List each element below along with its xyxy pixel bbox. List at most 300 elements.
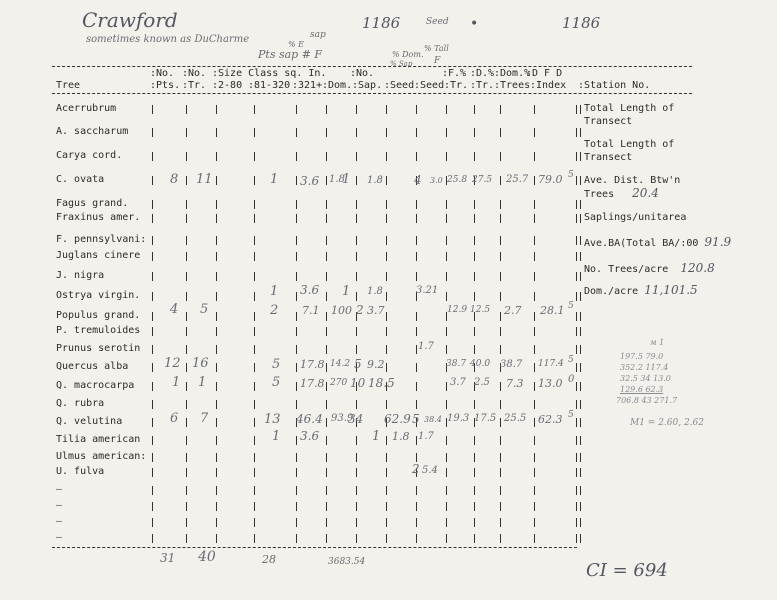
column-tick (580, 128, 581, 137)
column-tick (386, 128, 387, 137)
column-tick (576, 176, 577, 185)
species-name: P. tremuloides (56, 325, 141, 336)
column-tick (152, 400, 153, 409)
total-tr: 40 (198, 549, 216, 565)
column-tick (474, 105, 475, 114)
column-tick (446, 327, 447, 336)
column-tick (576, 272, 577, 281)
column-tick (356, 152, 357, 161)
column-tick (534, 518, 535, 527)
column-tick (254, 200, 255, 209)
column-tick (356, 436, 357, 445)
cell-q-velutina-dom: 34 (348, 412, 364, 426)
cell-c-ovata-dom: 1 (342, 172, 351, 187)
column-tick (152, 436, 153, 445)
sap-note: sap (310, 30, 326, 40)
cell-q-macrocarpa-dtr: 2.5 (474, 377, 490, 388)
column-tick (416, 252, 417, 261)
column-tick (576, 214, 577, 223)
column-tick (500, 128, 501, 137)
column-tick (416, 214, 417, 223)
column-tick (296, 534, 297, 543)
column-tick (356, 345, 357, 354)
column-tick (534, 312, 535, 321)
cell-c-ovata-dom-trees: 25.7 (506, 174, 529, 185)
header-pts: :Pts. (150, 80, 181, 91)
column-tick (296, 345, 297, 354)
column-tick (416, 200, 417, 209)
cell-q-velutina-index: 62.3 (538, 413, 563, 426)
column-tick (326, 105, 327, 114)
species-name: Carya cord. (56, 150, 123, 161)
cell-q-macrocarpa-321: 270 (330, 378, 348, 388)
cell-tilia-seed: 1.7 (418, 431, 434, 442)
column-tick (296, 105, 297, 114)
column-tick (446, 345, 447, 354)
column-tick (254, 518, 255, 527)
header-rule-bottom (52, 93, 692, 94)
cell-populus-index: 28.1 (540, 304, 565, 317)
column-tick (296, 363, 297, 372)
column-tick (216, 468, 217, 477)
species-name: Ostrya virgin. (56, 290, 141, 301)
column-tick (326, 152, 327, 161)
column-tick (152, 312, 153, 321)
column-tick (386, 105, 387, 114)
no-trees-value: 120.8 (680, 261, 715, 275)
column-tick (216, 105, 217, 114)
column-tick (474, 502, 475, 511)
column-tick (152, 214, 153, 223)
calc-result: M1 = 2.60, 2.62 (630, 418, 705, 428)
cell-populus-tr: 5 (200, 302, 209, 317)
column-tick (186, 236, 187, 245)
cell-c-ovata-ftr: 25.8 (447, 175, 468, 185)
column-tick (326, 400, 327, 409)
cell-ostrya-2-80: 1 (270, 284, 279, 299)
column-tick (216, 128, 217, 137)
cell-tilia-81-320: 3.6 (300, 429, 320, 443)
column-tick (216, 272, 217, 281)
column-tick (446, 436, 447, 445)
column-tick (152, 486, 153, 495)
cell-c-ovata-tr: 11 (196, 172, 213, 187)
species-name: Tilia american (56, 434, 141, 445)
column-tick (152, 453, 153, 462)
column-tick (326, 363, 327, 372)
column-tick (534, 400, 535, 409)
column-tick (580, 236, 581, 245)
species-name: Populus grand. (56, 310, 141, 321)
cell-c-ovata-321: 1.8 (329, 174, 345, 185)
column-tick (386, 292, 387, 301)
column-tick (500, 453, 501, 462)
column-tick (326, 345, 327, 354)
column-tick (296, 312, 297, 321)
column-tick (416, 486, 417, 495)
dom-acre-value: 11,101.5 (644, 283, 698, 297)
header-seed-2: :Seed (414, 80, 445, 91)
ci-value: CI = 694 (586, 560, 668, 581)
column-tick (152, 345, 153, 354)
cell-quercus-alba-321: 14.2 (330, 359, 351, 369)
cell-q-macrocarpa-index: 13.0 (538, 377, 563, 390)
column-tick (474, 200, 475, 209)
column-tick (386, 363, 387, 372)
column-tick (296, 327, 297, 336)
column-tick (254, 252, 255, 261)
cell-tilia-sap: 1.8 (392, 430, 410, 443)
cell-q-macrocarpa-station: 0 (568, 374, 575, 385)
column-tick (576, 453, 577, 462)
column-tick (296, 214, 297, 223)
station-ave-ba: Ave.BA(Total BA/:00 91.9 (584, 235, 732, 249)
column-tick (216, 152, 217, 161)
column-tick (446, 486, 447, 495)
cell-populus-dom: 2 (356, 303, 364, 317)
column-tick (446, 105, 447, 114)
column-tick (254, 312, 255, 321)
column-tick (576, 518, 577, 527)
header-dfd: :D F D (526, 68, 563, 79)
cell-populus-dtr: 12.5 (470, 305, 491, 315)
column-tick (326, 312, 327, 321)
column-tick (534, 176, 535, 185)
header-tr: :Tr. (182, 80, 207, 91)
column-tick (326, 252, 327, 261)
column-tick (580, 345, 581, 354)
cell-q-velutina-sap: 62.9 (384, 412, 411, 426)
header-sap: :Sap. (352, 80, 383, 91)
sheet-number-left: 1186 (362, 14, 401, 32)
cell-c-ovata-seed: 4 (414, 173, 422, 187)
column-tick (500, 214, 501, 223)
column-tick (186, 176, 187, 185)
column-tick (580, 176, 581, 185)
column-tick (576, 486, 577, 495)
sheet-number-right: 1186 (562, 14, 601, 32)
cell-q-macrocarpa-tr: 1 (198, 375, 207, 390)
cell-quercus-alba-dtr: 40.0 (470, 359, 491, 369)
column-tick (446, 200, 447, 209)
column-tick (580, 400, 581, 409)
station-dom-acre: Dom./acre 11,101.5 (584, 283, 698, 297)
column-tick (474, 518, 475, 527)
column-tick (416, 236, 417, 245)
species-name: Juglans cinere (56, 250, 141, 261)
column-tick (152, 468, 153, 477)
column-tick (474, 345, 475, 354)
column-tick (500, 345, 501, 354)
column-tick (186, 400, 187, 409)
station-no-trees: No. Trees/acre 120.8 (584, 261, 715, 275)
column-tick (296, 400, 297, 409)
cell-quercus-alba-dom-trees: 38.7 (500, 359, 523, 370)
column-tick (386, 486, 387, 495)
column-tick (416, 312, 417, 321)
column-tick (386, 272, 387, 281)
column-tick (446, 382, 447, 391)
column-tick (254, 382, 255, 391)
cell-quercus-alba-pts: 12 (164, 356, 181, 371)
species-name: F. pennsylvani: (56, 234, 147, 245)
calc-line-3: 32.5 34 13.0 (620, 374, 671, 383)
column-tick (416, 453, 417, 462)
column-tick (254, 534, 255, 543)
cell-q-velutina-321: 93.9 (331, 413, 354, 424)
dot-mark: • (470, 16, 479, 32)
column-tick (500, 152, 501, 161)
cell-c-ovata-index: 79.0 (538, 173, 563, 186)
column-tick (296, 468, 297, 477)
blank-row-marker: — (56, 484, 63, 495)
cell-c-ovata-2-80: 1 (270, 172, 279, 187)
column-tick (326, 214, 327, 223)
column-tick (386, 327, 387, 336)
site-note: sometimes known as DuCharme (86, 34, 250, 45)
column-tick (534, 292, 535, 301)
column-tick (580, 382, 581, 391)
column-tick (576, 468, 577, 477)
cell-q-macrocarpa-sap: 18.5 (368, 376, 395, 390)
column-tick (416, 327, 417, 336)
column-tick (296, 176, 297, 185)
column-tick (576, 327, 577, 336)
header-dom-pct: :Dom.% (494, 68, 531, 79)
column-tick (446, 468, 447, 477)
column-tick (474, 272, 475, 281)
column-tick (356, 486, 357, 495)
column-tick (326, 176, 327, 185)
column-tick (386, 214, 387, 223)
column-tick (386, 436, 387, 445)
cell-q-velutina-tr: 7 (200, 411, 209, 426)
column-tick (326, 453, 327, 462)
column-tick (580, 214, 581, 223)
cell-populus-dom-trees: 2.7 (504, 304, 522, 317)
column-tick (216, 418, 217, 427)
column-tick (186, 534, 187, 543)
column-tick (474, 453, 475, 462)
header-2-80: :2-80 (212, 80, 243, 91)
column-tick (474, 252, 475, 261)
calc-header: м 1 (650, 338, 665, 347)
column-tick (576, 152, 577, 161)
column-tick (576, 105, 577, 114)
column-tick (386, 176, 387, 185)
column-tick (446, 272, 447, 281)
cell-quercus-alba-station: 5 (568, 355, 574, 365)
column-tick (386, 518, 387, 527)
column-tick (500, 400, 501, 409)
column-tick (254, 345, 255, 354)
cell-populus-sap: 3.7 (367, 304, 385, 317)
column-tick (152, 418, 153, 427)
header-station: :Station No. (578, 80, 651, 91)
column-tick (446, 292, 447, 301)
column-tick (580, 534, 581, 543)
species-name: A. saccharum (56, 126, 129, 137)
column-tick (152, 236, 153, 245)
column-tick (386, 236, 387, 245)
cell-tilia-2-80: 1 (272, 429, 281, 444)
column-tick (576, 400, 577, 409)
column-tick (152, 105, 153, 114)
column-tick (356, 534, 357, 543)
column-tick (534, 152, 535, 161)
cell-c-ovata-pts: 8 (170, 172, 179, 187)
column-tick (580, 200, 581, 209)
cell-q-velutina-seed: 5 (412, 412, 420, 426)
column-tick (152, 363, 153, 372)
column-tick (474, 128, 475, 137)
station-total-length-2: Total Length of Transect (584, 139, 675, 163)
column-tick (296, 486, 297, 495)
column-tick (576, 502, 577, 511)
column-tick (416, 518, 417, 527)
column-tick (500, 327, 501, 336)
column-tick (254, 436, 255, 445)
column-tick (534, 502, 535, 511)
ave-ba-value: 91.9 (704, 235, 732, 249)
cell-ostrya-81-320: 3.6 (300, 283, 320, 297)
column-tick (416, 400, 417, 409)
column-tick (576, 363, 577, 372)
column-tick (254, 176, 255, 185)
column-tick (296, 128, 297, 137)
column-tick (186, 105, 187, 114)
column-tick (576, 252, 577, 261)
column-tick (580, 453, 581, 462)
column-tick (356, 252, 357, 261)
column-tick (216, 400, 217, 409)
column-tick (356, 518, 357, 527)
column-tick (254, 468, 255, 477)
column-tick (416, 105, 417, 114)
column-tick (416, 363, 417, 372)
column-tick (216, 534, 217, 543)
cell-ostrya-seed: 3.21 (416, 285, 439, 296)
column-tick (326, 382, 327, 391)
column-tick (152, 534, 153, 543)
column-tick (474, 236, 475, 245)
cell-quercus-alba-dom: 5 (354, 357, 362, 371)
column-tick (534, 272, 535, 281)
column-tick (580, 152, 581, 161)
header-fpct-1: :F.% (442, 68, 467, 79)
column-tick (416, 128, 417, 137)
column-tick (254, 128, 255, 137)
cell-q-velutina-dtr: 17.5 (474, 413, 497, 424)
cell-q-velutina-seed2: 38.4 (424, 415, 442, 424)
calc-line-1: 197.5 79.0 (620, 352, 664, 361)
column-tick (152, 292, 153, 301)
column-tick (296, 453, 297, 462)
cell-q-velutina-81-320: 46.4 (296, 412, 323, 426)
column-tick (386, 468, 387, 477)
column-tick (186, 382, 187, 391)
column-tick (186, 345, 187, 354)
column-tick (576, 418, 577, 427)
f-note: F (434, 56, 441, 66)
column-tick (326, 236, 327, 245)
column-tick (296, 382, 297, 391)
pct-sap-note: % Sap (390, 60, 413, 68)
column-tick (296, 436, 297, 445)
column-tick (500, 252, 501, 261)
column-tick (186, 272, 187, 281)
species-name: Q. rubra (56, 398, 105, 409)
cell-c-ovata-seed2: 3.0 (430, 176, 443, 185)
column-tick (580, 502, 581, 511)
column-tick (580, 363, 581, 372)
column-tick (386, 200, 387, 209)
column-tick (474, 436, 475, 445)
species-name: Fraxinus amer. (56, 212, 141, 223)
column-tick (152, 200, 153, 209)
cell-tilia-dom: 1 (372, 429, 381, 444)
column-tick (416, 502, 417, 511)
column-tick (216, 312, 217, 321)
column-tick (580, 518, 581, 527)
column-tick (416, 152, 417, 161)
column-tick (500, 518, 501, 527)
pct-dom-note: % Dom. (392, 50, 424, 59)
column-tick (580, 292, 581, 301)
column-tick (186, 152, 187, 161)
column-tick (474, 534, 475, 543)
species-name: U. fulva (56, 466, 105, 477)
column-tick (326, 486, 327, 495)
column-tick (576, 236, 577, 245)
column-tick (326, 534, 327, 543)
column-tick (576, 534, 577, 543)
cell-quercus-alba-sap: 9.2 (367, 358, 385, 371)
column-tick (152, 176, 153, 185)
column-tick (356, 236, 357, 245)
header-trees: :Trees (494, 80, 531, 91)
column-tick (534, 252, 535, 261)
column-tick (580, 468, 581, 477)
column-tick (576, 200, 577, 209)
column-tick (534, 382, 535, 391)
column-tick (500, 486, 501, 495)
column-tick (446, 502, 447, 511)
column-tick (580, 436, 581, 445)
blank-row-marker: — (56, 516, 63, 527)
cell-prunus-seed: 1.7 (418, 341, 434, 352)
station-saplings: Saplings/unitarea (584, 212, 687, 223)
species-name: Q. macrocarpa (56, 380, 135, 391)
column-tick (254, 105, 255, 114)
column-tick (216, 436, 217, 445)
column-tick (254, 272, 255, 281)
column-tick (254, 400, 255, 409)
column-tick (186, 518, 187, 527)
column-tick (500, 176, 501, 185)
header-size-class: :Size Class sq. In. (212, 68, 327, 79)
column-tick (254, 418, 255, 427)
column-tick (356, 327, 357, 336)
column-tick (326, 436, 327, 445)
cell-populus-ftr: 12.9 (447, 305, 468, 315)
site-name: Crawford (82, 8, 178, 32)
column-tick (186, 486, 187, 495)
column-tick (576, 292, 577, 301)
column-tick (534, 363, 535, 372)
column-tick (356, 200, 357, 209)
column-tick (500, 105, 501, 114)
